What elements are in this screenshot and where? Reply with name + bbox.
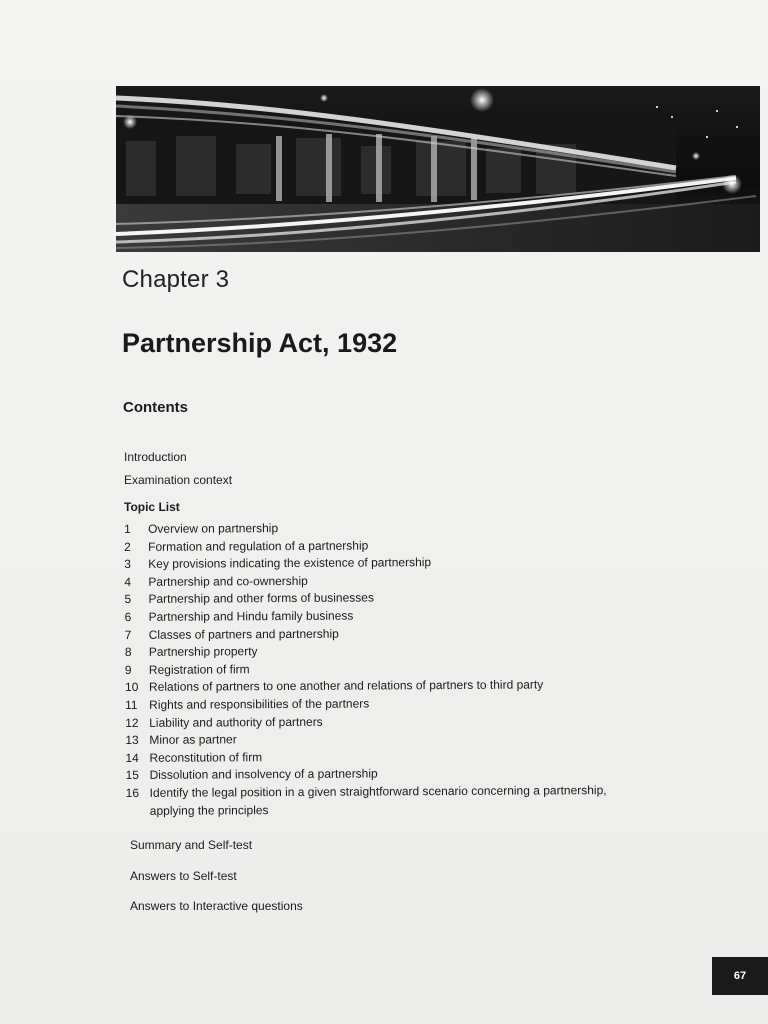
topic-number: 6 <box>124 609 132 624</box>
chapter-label: Chapter 3 <box>122 266 230 293</box>
answers-self-test-entry: Answers to Self-test <box>130 869 237 883</box>
topic-number: 15 <box>125 768 139 783</box>
topic-label: Liability and authority of partners <box>149 714 323 730</box>
topic-number: 7 <box>124 627 132 642</box>
topic-label-line: Identify the legal position in a given straightforward scenario concerning a partnership, <box>149 782 607 800</box>
topic-label-continuation: applying the principles <box>149 802 269 818</box>
intro-item: Introduction <box>124 450 187 464</box>
topic-number: 12 <box>125 715 139 730</box>
topic-label: Reconstitution of firm <box>149 749 263 765</box>
contents-heading: Contents <box>123 399 188 416</box>
topic-label: Registration of firm <box>148 661 250 677</box>
intro-item: Examination context <box>124 473 233 487</box>
topic-number: 3 <box>124 557 131 572</box>
topic-number: 2 <box>124 539 131 554</box>
answers-interactive-entry: Answers to Interactive questions <box>130 899 303 913</box>
list-item <box>126 781 686 820</box>
topic-number: 14 <box>125 750 139 765</box>
topic-list <box>124 518 686 821</box>
topic-number: 9 <box>124 662 132 677</box>
topic-label: Relations of partners to one another and relations of partners to third party <box>148 677 544 695</box>
chapter-banner-image <box>116 86 760 252</box>
summary-self-test-entry: Summary and Self-test <box>130 838 253 852</box>
topic-label: Key provisions indicating the existence of partnership <box>148 555 432 572</box>
topic-label: Overview on partnership <box>148 521 279 536</box>
topic-number: 5 <box>124 592 132 607</box>
topic-label <box>150 781 686 819</box>
topic-label: Formation and regulation of a partnership <box>148 538 369 554</box>
topic-label: Minor as partner <box>149 732 237 747</box>
topic-number: 8 <box>124 645 132 660</box>
topic-label: Partnership and co-ownership <box>148 573 308 589</box>
topic-label: Classes of partners and partnership <box>148 626 339 642</box>
topic-label: Rights and responsibilities of the partners <box>149 696 370 712</box>
topic-label: Dissolution and insolvency of a partnership <box>149 766 378 783</box>
topic-number: 10 <box>124 680 139 695</box>
page-title: Partnership Act, 1932 <box>122 328 398 358</box>
topic-number: 1 <box>124 521 131 536</box>
topic-label: Partnership property <box>148 644 258 660</box>
intro-list <box>124 446 232 492</box>
topic-number: 11 <box>125 697 138 712</box>
topic-number: 4 <box>124 574 132 589</box>
topic-number: 16 <box>125 785 140 800</box>
page-number-badge: 67 <box>712 957 768 995</box>
topic-list-heading: Topic List <box>124 500 180 514</box>
topic-number: 13 <box>125 733 139 748</box>
topic-label: Partnership and Hindu family business <box>148 608 354 624</box>
night-traffic-photo <box>116 86 760 252</box>
topic-label: Partnership and other forms of businesses <box>148 590 374 607</box>
